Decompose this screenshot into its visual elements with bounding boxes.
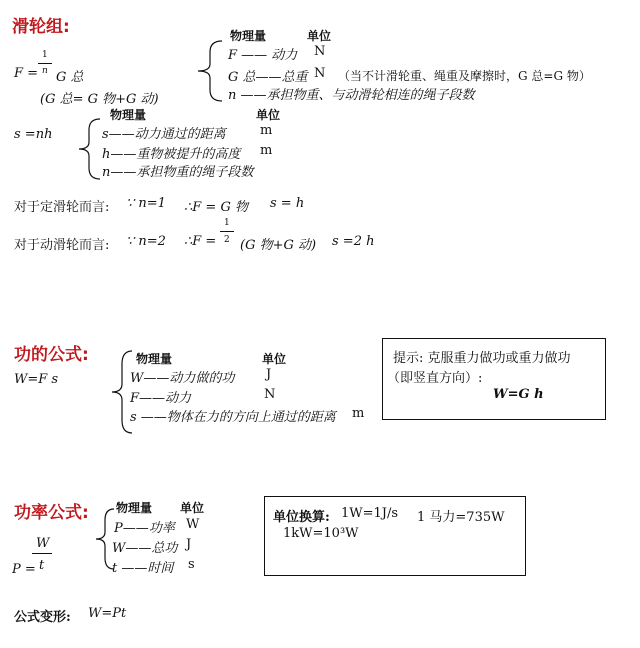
pulley-row-2-unit: N (314, 66, 326, 81)
work-heading: 功的公式: (14, 345, 89, 365)
power-row-1: P——功率 (114, 521, 175, 536)
power-formula-left: P = (12, 562, 36, 577)
movable-rest: (G 物+G 动) (240, 238, 317, 253)
movable-frac-num: 1 (224, 218, 230, 228)
work-tip-box (382, 338, 606, 420)
power-frac-bar (32, 553, 52, 554)
movable-therefore: ∴F = (184, 234, 217, 249)
power-box-label: 单位换算: (273, 510, 330, 525)
power-box-line2: 1kW=10³W (283, 526, 359, 541)
power-frac-den: t (39, 558, 45, 573)
power-transform-label: 公式变形: (14, 610, 71, 625)
power-box-line1: 1W=1J/s (341, 506, 399, 521)
movable-frac-bar (220, 231, 234, 232)
pulley-hdr-qty-2: 物理量 (110, 108, 147, 122)
pulley-F-right: G 总 (56, 70, 84, 85)
movable-frac-den: 2 (224, 235, 230, 245)
s-row-3: n——承担物重的绳子段数 (102, 165, 254, 180)
power-row-3: t ——时间 (112, 561, 174, 576)
movable-pulley-label: 对于动滑轮而言: (14, 238, 110, 253)
work-row-1: W——动力做的功 (130, 371, 235, 386)
power-heading: 功率公式: (14, 503, 89, 523)
work-hdr-unit: 单位 (262, 352, 287, 366)
s-formula: s =nh (14, 127, 53, 142)
s-row-2-unit: m (260, 143, 273, 158)
work-row-3: s ——物体在力的方向上通过的距离 (130, 410, 336, 425)
work-tip-formula: W=G h (493, 387, 544, 402)
work-tip-sub: （即竖直方向）: (387, 371, 483, 386)
power-row-2: W——总功 (112, 541, 178, 556)
s-row-1-unit: m (260, 123, 273, 138)
work-formula: W=F s (14, 372, 59, 387)
pulley-frac-bar (38, 63, 52, 64)
pulley-row-1: F —— 动力 (228, 48, 298, 63)
pulley-G-total: (G 总= G 物+G 动) (40, 92, 159, 107)
pulley-note: （当不计滑轮重、绳重及摩擦时，G 总=G 物） (338, 69, 591, 83)
power-transform-formula: W=Pt (88, 606, 127, 621)
work-hdr-qty: 物理量 (136, 352, 173, 366)
power-hdr-unit: 单位 (180, 501, 205, 515)
power-unit-box (264, 496, 526, 576)
pulley-frac-den: n (42, 66, 48, 76)
power-row-1-unit: W (186, 517, 200, 532)
s-brace (76, 118, 104, 180)
work-row-2-unit: N (264, 387, 276, 402)
fixed-because: ∵ n=1 (126, 196, 166, 211)
work-row-3-unit: m (352, 406, 365, 421)
work-tip-title: 提示: 克服重力做功或重力做功 (393, 351, 571, 366)
pulley-hdr-qty: 物理量 (230, 29, 267, 43)
fixed-s: s = h (270, 196, 305, 211)
s-row-1: s——动力通过的距离 (102, 127, 226, 142)
power-frac-num: W (36, 536, 50, 551)
pulley-row-1-unit: N (314, 44, 326, 59)
pulley-hdr-unit: 单位 (307, 29, 332, 43)
power-row-2-unit: J (186, 537, 192, 552)
pulley-brace (194, 40, 228, 102)
power-hdr-qty: 物理量 (116, 501, 153, 515)
movable-s: s =2 h (332, 234, 375, 249)
power-row-3-unit: s (188, 557, 195, 572)
power-box-line1b: 1 马力=735W (417, 510, 505, 525)
work-row-2: F——动力 (130, 391, 192, 406)
s-row-2: h——重物被提升的高度 (102, 147, 241, 162)
pulley-F-left: F = (14, 66, 39, 81)
pulley-row-2: G 总——总重 (228, 70, 308, 85)
pulley-row-3: n ——承担物重、与动滑轮相连的绳子段数 (228, 88, 475, 103)
fixed-pulley-label: 对于定滑轮而言: (14, 200, 110, 215)
pulley-frac-num: 1 (42, 50, 48, 60)
work-row-1-unit: J (266, 367, 272, 382)
pulley-hdr-unit-2: 单位 (256, 108, 281, 122)
movable-because: ∵ n=2 (126, 234, 166, 249)
pulley-heading: 滑轮组: (12, 17, 70, 37)
fixed-therefore: ∴F = G 物 (184, 200, 248, 215)
